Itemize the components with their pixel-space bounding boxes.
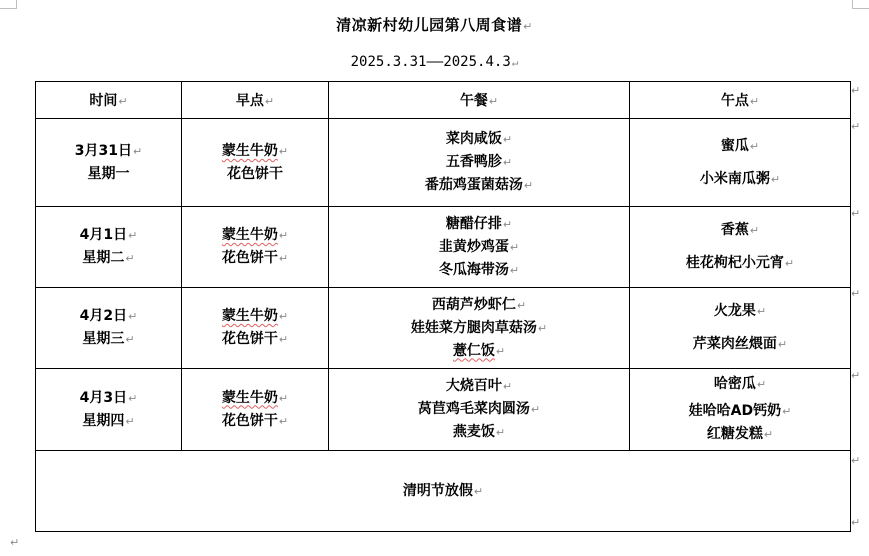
header-breakfast: 早点↵ xyxy=(182,82,329,119)
weekday-label: 星期一 xyxy=(87,166,130,182)
lunch-cell xyxy=(329,369,630,451)
day-cell xyxy=(36,119,182,207)
breakfast-cell xyxy=(182,207,329,288)
table-row xyxy=(36,451,851,532)
menu-item: 西葫芦炒虾仁↵ xyxy=(431,296,527,313)
end-of-row-mark-icon: ↵ xyxy=(851,454,861,467)
menu-item: 蒙生牛奶↵ xyxy=(221,227,289,243)
date-label: 4月1日↵ xyxy=(79,227,138,243)
menu-item: 哈密瓜↵ xyxy=(713,376,767,392)
weekday-label: 星期二↵ xyxy=(82,250,135,266)
menu-item: 红糖发糕↵ xyxy=(706,426,774,442)
day-cell xyxy=(36,369,182,451)
lunch-cell xyxy=(329,119,630,207)
paragraph-mark-icon: ↵ xyxy=(523,20,533,33)
lunch-cell xyxy=(329,288,630,369)
end-of-row-mark-icon: ↵ xyxy=(851,207,861,220)
paragraph-mark-icon: ↵ xyxy=(10,536,20,549)
menu-item: 薏仁饭↵ xyxy=(452,342,506,359)
menu-item: 花色饼干 xyxy=(227,166,283,182)
header-lunch: 午餐↵ xyxy=(329,82,630,119)
page-corner-mark xyxy=(0,0,17,9)
menu-item: 蒙生牛奶↵ xyxy=(221,143,289,159)
menu-table xyxy=(35,81,851,532)
table-row xyxy=(36,119,851,207)
menu-item: 蜜瓜↵ xyxy=(720,137,760,154)
snack-cell xyxy=(630,369,851,451)
holiday-note-cell xyxy=(36,451,851,532)
menu-item: 小米南瓜粥↵ xyxy=(699,170,781,187)
snack-cell xyxy=(630,119,851,207)
end-of-row-mark-icon: ↵ xyxy=(851,369,861,382)
menu-item: 冬瓜海带汤↵ xyxy=(438,261,520,278)
end-of-row-mark-icon: ↵ xyxy=(851,516,861,529)
day-cell xyxy=(36,207,182,288)
breakfast-cell xyxy=(182,369,329,451)
menu-item: 桂花枸杞小元宵↵ xyxy=(685,255,795,271)
end-of-row-mark-icon: ↵ xyxy=(851,120,861,133)
menu-item: 菜肉咸饭↵ xyxy=(445,131,513,147)
breakfast-cell xyxy=(182,288,329,369)
menu-item: 蒙生牛奶↵ xyxy=(221,389,289,406)
menu-item: 花色饼干↵ xyxy=(221,412,289,429)
menu-item: 娃娃菜方腿肉草菇汤↵ xyxy=(410,319,548,336)
menu-item: 蒙生牛奶↵ xyxy=(221,308,289,324)
end-of-row-mark-icon: ↵ xyxy=(851,84,861,97)
breakfast-cell xyxy=(182,119,329,207)
header-time: 时间↵ xyxy=(36,82,182,119)
holiday-note: 清明节放假↵ xyxy=(402,482,484,499)
menu-item: 火龙果↵ xyxy=(713,303,767,319)
menu-item: 五香鸭胗↵ xyxy=(445,154,513,170)
menu-item: 芹菜肉丝煨面↵ xyxy=(692,336,788,352)
menu-item: 韭黄炒鸡蛋↵ xyxy=(438,238,520,255)
menu-item: 糖醋仔排↵ xyxy=(445,215,513,232)
table-row xyxy=(36,369,851,451)
menu-item: 花色饼干↵ xyxy=(221,331,289,347)
snack-cell xyxy=(630,288,851,369)
header-snack: 午点↵ xyxy=(630,82,851,119)
document-title: 清凉新村幼儿园第八周食谱↵ xyxy=(336,16,533,34)
menu-item: 花色饼干↵ xyxy=(221,250,289,266)
menu-item: 香蕉↵ xyxy=(720,222,760,238)
date-label: 4月3日↵ xyxy=(79,389,138,406)
date-label: 3月31日↵ xyxy=(74,143,143,159)
paragraph-mark-icon: ↵ xyxy=(511,56,519,69)
weekday-label: 星期三↵ xyxy=(82,331,135,347)
table-header-row xyxy=(36,82,851,119)
menu-item: 大烧百叶↵ xyxy=(445,378,513,394)
menu-item: 莴苣鸡毛菜肉圆汤↵ xyxy=(417,401,541,417)
page-corner-mark xyxy=(852,0,869,9)
table-row xyxy=(36,207,851,288)
table-row xyxy=(36,288,851,369)
menu-item: 番茄鸡蛋菌菇汤↵ xyxy=(424,177,534,193)
snack-cell xyxy=(630,207,851,288)
weekday-label: 星期四↵ xyxy=(82,412,135,429)
menu-item: 娃哈哈AD钙奶↵ xyxy=(688,403,792,419)
day-cell xyxy=(36,288,182,369)
end-of-row-mark-icon: ↵ xyxy=(851,287,861,300)
lunch-cell xyxy=(329,207,630,288)
date-label: 4月2日↵ xyxy=(79,308,138,324)
menu-item: 燕麦饭↵ xyxy=(452,424,506,440)
date-range: 2025.3.31——2025.4.3↵ xyxy=(350,54,519,70)
